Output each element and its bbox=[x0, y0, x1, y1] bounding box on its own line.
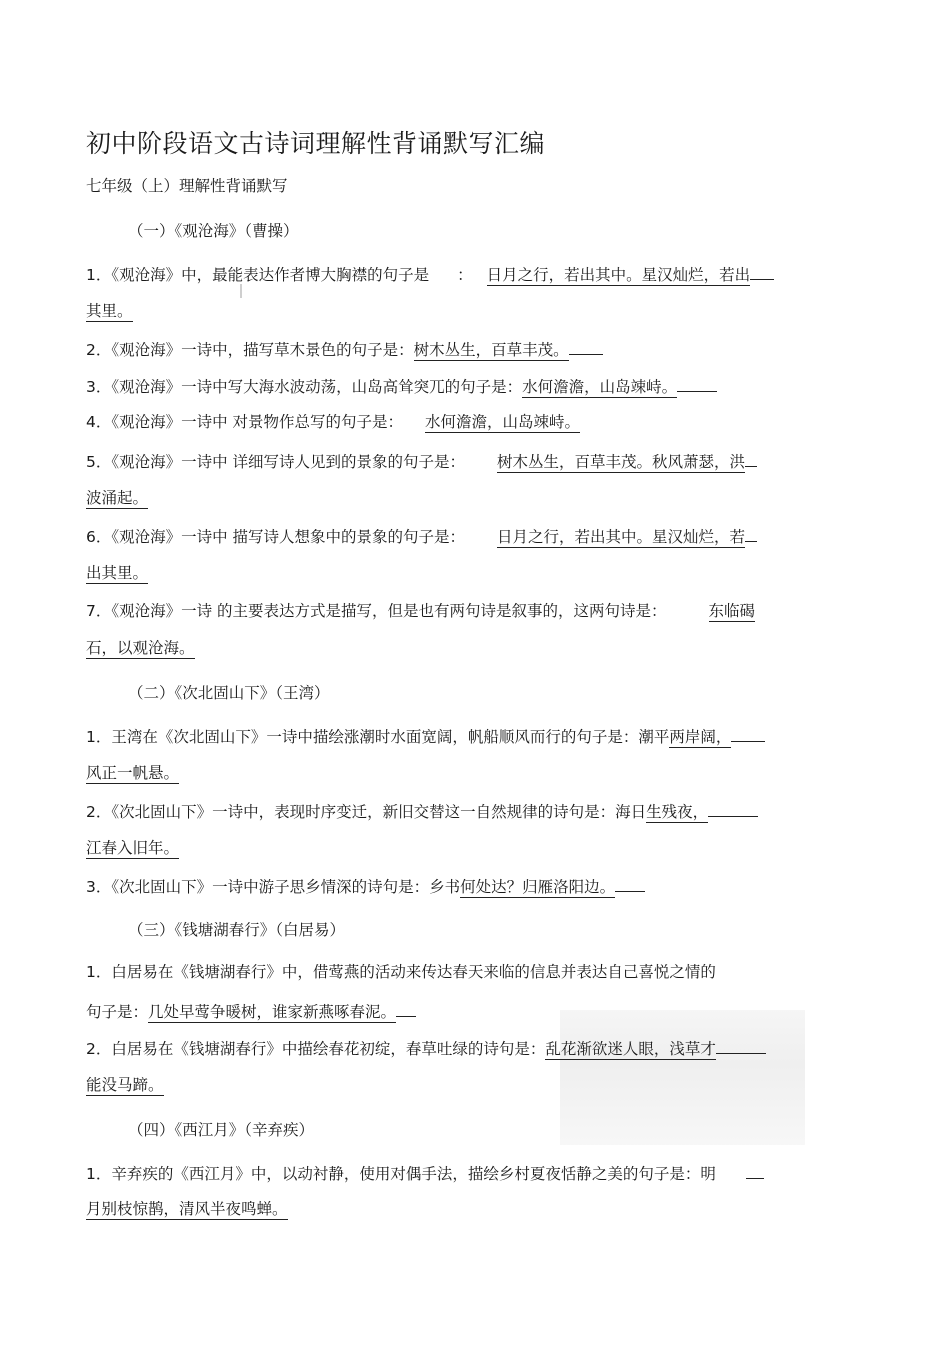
question-1-5: 5．《观沧海》一诗中 详细写诗人见到的景象的句子是： 树木丛生，百草丰茂。秋风萧瑟，洪 bbox=[86, 449, 864, 473]
question-1-1-cont bbox=[86, 300, 864, 322]
answer: 树木丛生，百草丰茂。秋风萧瑟，洪 bbox=[497, 453, 746, 471]
answer: 树木丛生，百草丰茂。 bbox=[413, 341, 569, 359]
answer: 乱花渐欲迷人眼，浅草才 bbox=[545, 1040, 716, 1058]
question-4-1: 1．辛弃疾的《西江月》中，以动衬静，使用对偶手法，描绘乡村夏夜恬静之美的句子是：明 bbox=[86, 1161, 864, 1185]
document-title: 初中阶段语文古诗词理解性背诵默写汇编 bbox=[86, 129, 546, 158]
answer: 两岸阔， bbox=[669, 728, 732, 746]
question-1-4: 4．《观沧海》一诗中 对景物作总写的句子是： 水何澹澹，山岛竦峙。 bbox=[86, 413, 581, 431]
answer: 江春入旧年。 bbox=[86, 839, 180, 857]
question-1-2: 2．《观沧海》一诗中，描写草木景色的句子是：树木丛生，百草丰茂。 bbox=[86, 337, 864, 361]
question-3-1-cont: 句子是：几处早莺争暖树，谁家新燕啄春泥。 bbox=[86, 999, 864, 1023]
question-1-6-cont bbox=[86, 562, 864, 584]
question-2-2: 2．《次北固山下》一诗中，表现时序变迁，新旧交替这一自然规律的诗句是：海日生残夜， bbox=[86, 799, 864, 823]
answer: 日月之行，若出其中。星汉灿烂，若出 bbox=[486, 266, 751, 284]
answer: 石，以观沧海。 bbox=[86, 639, 195, 657]
question-1-7-cont bbox=[86, 637, 864, 659]
answer: 出其里。 bbox=[86, 564, 149, 582]
answer: 东临碣 bbox=[708, 602, 756, 620]
section-heading-2: （二）《次北固山下》（王湾） bbox=[128, 684, 330, 702]
question-2-1-cont bbox=[86, 762, 864, 784]
question-3-1: 1．白居易在《钱塘湖春行》中，借莺燕的活动来传达春天来临的信息并表达自己喜悦之情的 bbox=[86, 963, 716, 981]
question-1-3: 3．《观沧海》一诗中写大海水波动荡，山岛高耸突兀的句子是：水何澹澹，山岛竦峙。 bbox=[86, 374, 864, 398]
answer: 波涌起。 bbox=[86, 489, 149, 507]
answer: 生残夜， bbox=[646, 803, 709, 821]
document-subtitle: 七年级（上）理解性背诵默写 bbox=[86, 177, 288, 195]
question-1-7: 7．《观沧海》一诗 的主要表达方式是描写，但是也有两句诗是叙事的，这两句诗是： 东临碣 bbox=[86, 602, 756, 620]
answer: 风正一帆悬。 bbox=[86, 764, 180, 782]
section-heading-4: （四）《西江月》（辛弃疾） bbox=[128, 1121, 315, 1139]
section-heading-1: （一）《观沧海》（曹操） bbox=[128, 222, 299, 240]
question-1-6: 6．《观沧海》一诗中 描写诗人想象中的景象的句子是： 日月之行，若出其中。星汉灿烂，若 bbox=[86, 524, 864, 548]
question-4-1-cont bbox=[86, 1198, 864, 1220]
question-2-1: 1．王湾在《次北固山下》一诗中描绘涨潮时水面宽阔，帆船顺风而行的句子是：潮平两岸阔， bbox=[86, 724, 864, 748]
answer: 日月之行，若出其中。星汉灿烂，若 bbox=[497, 528, 746, 546]
answer: 何处达？归雁洛阳边。 bbox=[460, 878, 616, 896]
section-heading-3: （三）《钱塘湖春行》（白居易） bbox=[128, 921, 346, 939]
answer: 水何澹澹，山岛竦峙。 bbox=[425, 413, 581, 431]
question-2-3: 3．《次北固山下》一诗中游子思乡情深的诗句是：乡书何处达？归雁洛阳边。 bbox=[86, 874, 864, 898]
question-2-2-cont bbox=[86, 837, 864, 859]
question-3-2: 2．白居易在《钱塘湖春行》中描绘春花初绽，春草吐绿的诗句是：乱花渐欲迷人眼，浅草才 bbox=[86, 1036, 864, 1060]
answer: 水何澹澹，山岛竦峙。 bbox=[522, 378, 678, 396]
answer: 月别枝惊鹊，清风半夜鸣蝉。 bbox=[86, 1200, 288, 1218]
answer: 其里。 bbox=[86, 302, 133, 320]
question-3-2-cont bbox=[86, 1074, 864, 1096]
scan-mark bbox=[240, 284, 242, 298]
answer: 能没马蹄。 bbox=[86, 1076, 164, 1094]
question-1-5-cont bbox=[86, 487, 864, 509]
answer: 几处早莺争暖树，谁家新燕啄春泥。 bbox=[148, 1003, 397, 1021]
question-1-1: 1．《观沧海》中，最能表达作者博大胸襟的句子是 ： 日月之行，若出其中。星汉灿烂，若出 bbox=[86, 262, 864, 286]
